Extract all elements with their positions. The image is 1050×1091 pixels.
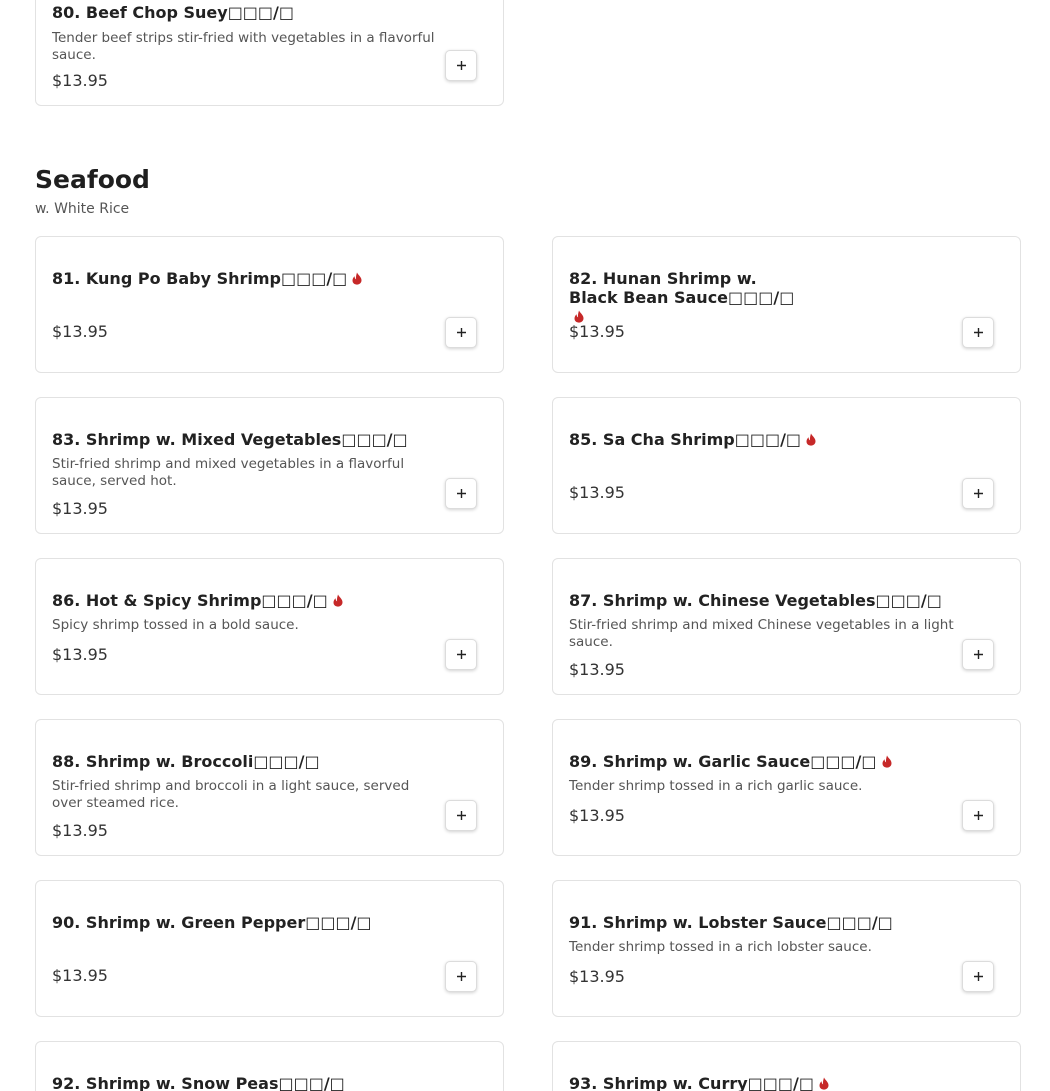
menu-item-text [569, 430, 954, 449]
menu-item-text [52, 591, 437, 634]
menu-item-text [52, 3, 437, 64]
menu-item-name-text: 89. Shrimp w. Garlic Sauce□□□/□ [569, 752, 877, 771]
menu-item-text [569, 269, 799, 326]
menu-item-name-text: 90. Shrimp w. Green Pepper□□□/□ [52, 913, 372, 932]
menu-item-description: Stir-fried shrimp and mixed vegetables in a flavorful sauce, served hot. [52, 456, 405, 489]
menu-item-name [569, 591, 954, 610]
plus-icon [973, 971, 984, 982]
menu-item-text [569, 913, 954, 956]
menu-item-name [52, 591, 437, 610]
menu-item-name-text: 86. Hot & Spicy Shrimp□□□/□ [52, 591, 328, 610]
menu-item-name [52, 3, 437, 22]
spicy-flame-icon [882, 755, 892, 768]
menu-item-name [569, 430, 954, 449]
plus-icon [456, 971, 467, 982]
spicy-flame-icon [352, 272, 362, 285]
add-to-cart-button[interactable] [445, 639, 477, 670]
menu-item-name [52, 752, 437, 771]
menu-item-price: $13.95 [569, 806, 625, 825]
menu-item-description: Tender shrimp tossed in a rich garlic sauce. [569, 778, 863, 794]
menu-item-card[interactable] [552, 397, 1021, 534]
plus-icon [456, 488, 467, 499]
menu-item-description: Tender beef strips stir-fried with vegetables in a flavorful sauce. [52, 30, 435, 63]
menu-item-card[interactable] [552, 558, 1021, 695]
add-to-cart-button[interactable] [962, 800, 994, 831]
plus-icon [456, 649, 467, 660]
menu-item-name [52, 430, 437, 449]
menu-item-name-text: 88. Shrimp w. Broccoli□□□/□ [52, 752, 320, 771]
menu-item-price: $13.95 [569, 322, 625, 341]
add-to-cart-button[interactable] [962, 478, 994, 509]
add-to-cart-button[interactable] [445, 961, 477, 992]
menu-item-text [52, 269, 437, 288]
menu-item-text [569, 1074, 954, 1091]
add-to-cart-button[interactable] [445, 800, 477, 831]
plus-icon [973, 327, 984, 338]
menu-item-price: $13.95 [52, 322, 108, 341]
menu-item-card[interactable] [35, 236, 504, 373]
menu-item-name-text: 82. Hunan Shrimp w. Black Bean Sauce□□□/□ [569, 269, 795, 307]
menu-item-card[interactable] [552, 1041, 1021, 1091]
menu-item-card[interactable] [35, 397, 504, 534]
add-to-cart-button[interactable] [962, 639, 994, 670]
menu-item-card[interactable] [35, 0, 504, 106]
plus-icon [973, 649, 984, 660]
menu-item-price: $13.95 [52, 71, 108, 90]
menu-item-text [569, 752, 954, 795]
menu-item-text [52, 430, 437, 490]
menu-item-price: $13.95 [569, 483, 625, 502]
menu-item-price: $13.95 [52, 645, 108, 664]
plus-icon [973, 810, 984, 821]
menu-item-name [569, 752, 954, 771]
menu-item-price: $13.95 [52, 966, 108, 985]
menu-item-text [52, 752, 437, 812]
menu-item-name [52, 1074, 437, 1091]
section-title: Seafood [35, 165, 150, 194]
menu-item-card[interactable] [552, 719, 1021, 856]
menu-item-card[interactable] [35, 558, 504, 695]
menu-item-name-text: 92. Shrimp w. Snow Peas□□□/□ [52, 1074, 345, 1091]
add-to-cart-button[interactable] [445, 478, 477, 509]
menu-item-description: Stir-fried shrimp and mixed Chinese vegetables in a light sauce. [569, 617, 954, 650]
menu-item-name-text: 87. Shrimp w. Chinese Vegetables□□□/□ [569, 591, 942, 610]
menu-item-name-text: 81. Kung Po Baby Shrimp□□□/□ [52, 269, 348, 288]
plus-icon [456, 327, 467, 338]
menu-item-text [52, 913, 437, 932]
menu-item-name-text: 85. Sa Cha Shrimp□□□/□ [569, 430, 802, 449]
menu-item-price: $13.95 [569, 660, 625, 679]
menu-item-description: Stir-fried shrimp and broccoli in a light sauce, served over steamed rice. [52, 778, 410, 811]
menu-item-name [569, 269, 799, 326]
add-to-cart-button[interactable] [962, 317, 994, 348]
section-subtitle: w. White Rice [35, 201, 130, 217]
menu-item-price: $13.95 [52, 499, 108, 518]
menu-item-description: Spicy shrimp tossed in a bold sauce. [52, 617, 299, 633]
add-to-cart-button[interactable] [445, 317, 477, 348]
menu-item-card[interactable] [552, 880, 1021, 1017]
menu-item-name-text: 80. Beef Chop Suey□□□/□ [52, 3, 294, 22]
menu-item-card[interactable] [35, 1041, 504, 1091]
spicy-flame-icon [333, 594, 343, 607]
menu-item-name [569, 913, 954, 932]
menu-item-name-text: 83. Shrimp w. Mixed Vegetables□□□/□ [52, 430, 408, 449]
menu-item-name-text: 91. Shrimp w. Lobster Sauce□□□/□ [569, 913, 893, 932]
add-to-cart-button[interactable] [445, 50, 477, 81]
plus-icon [456, 60, 467, 71]
menu-item-price: $13.95 [569, 967, 625, 986]
menu-item-name [52, 269, 437, 288]
menu-item-name-text: 93. Shrimp w. Curry□□□/□ [569, 1074, 814, 1091]
menu-item-card[interactable] [552, 236, 1021, 373]
add-to-cart-button[interactable] [962, 961, 994, 992]
spicy-flame-icon [819, 1077, 829, 1090]
plus-icon [456, 810, 467, 821]
plus-icon [973, 488, 984, 499]
menu-item-name [569, 1074, 954, 1091]
menu-item-description: Tender shrimp tossed in a rich lobster sauce. [569, 939, 872, 955]
menu-item-card[interactable] [35, 880, 504, 1017]
menu-item-card[interactable] [35, 719, 504, 856]
spicy-flame-icon [806, 433, 816, 446]
menu-item-text [52, 1074, 437, 1091]
menu-item-name [52, 913, 437, 932]
menu-item-text [569, 591, 954, 651]
menu-item-price: $13.95 [52, 821, 108, 840]
